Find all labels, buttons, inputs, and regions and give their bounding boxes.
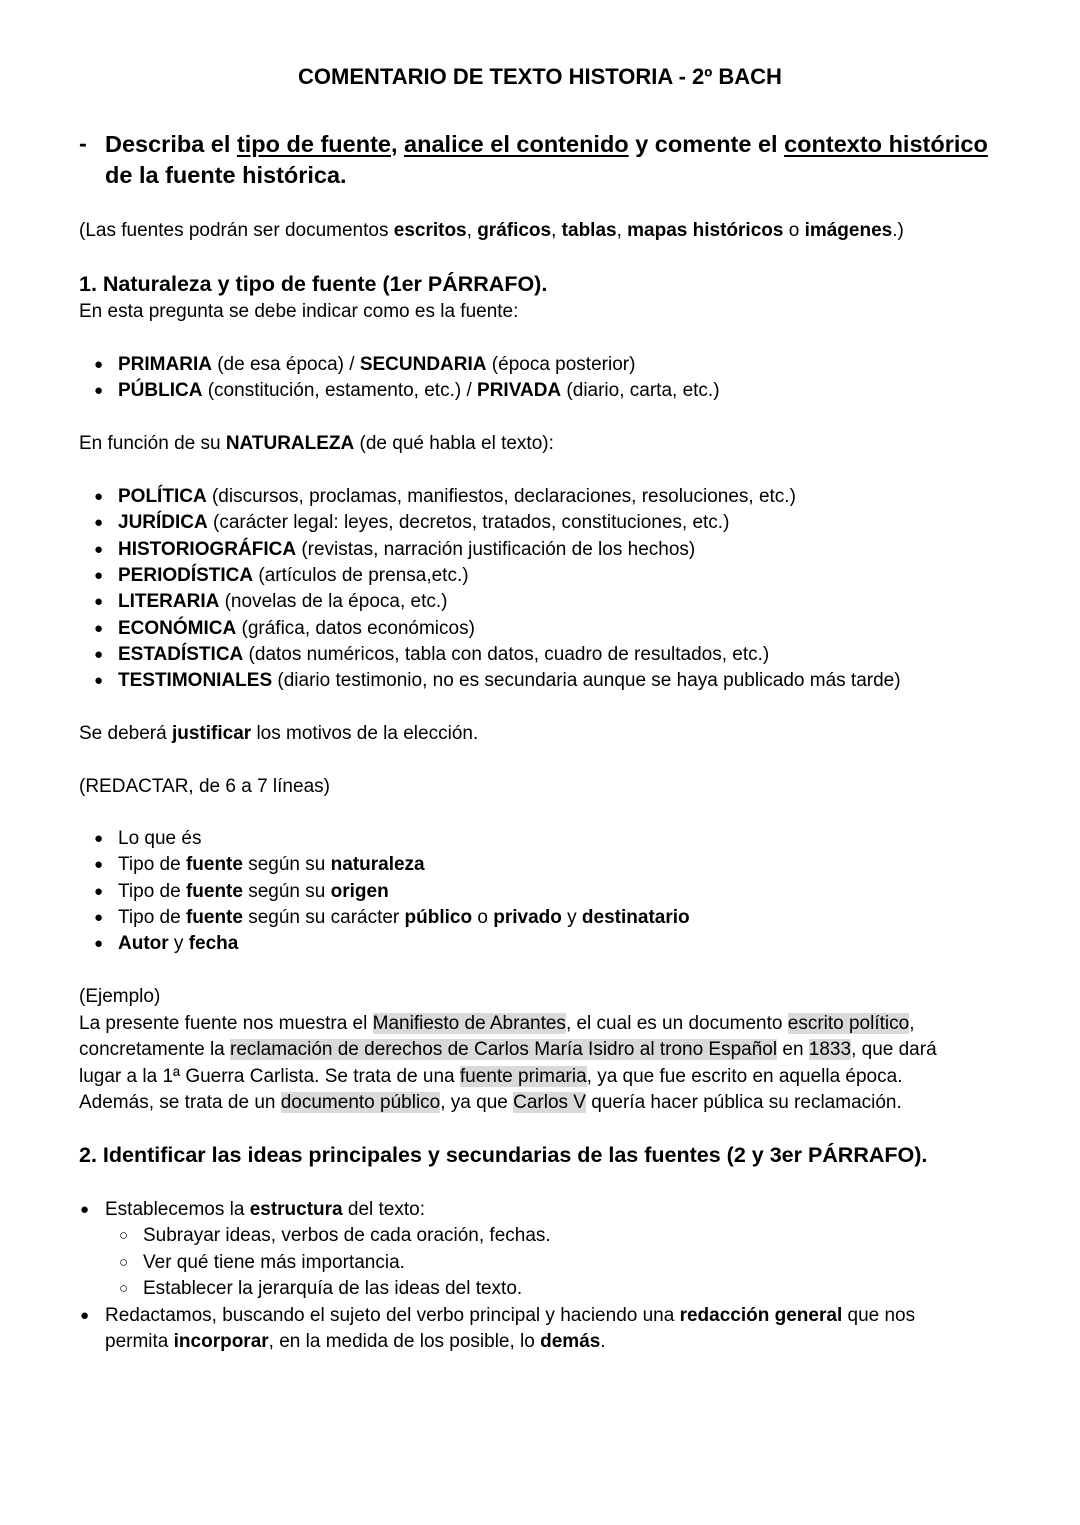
- bold-text: estructura: [249, 1199, 343, 1220]
- text-segment: (datos numéricos, tabla con datos, cuadro de resultados, etc.): [243, 643, 770, 665]
- highlighted-text: Carlos V: [513, 1091, 586, 1113]
- text-segment: Tipo de: [118, 854, 186, 876]
- text-segment: ,: [909, 1013, 915, 1034]
- text-segment: ,: [616, 220, 628, 241]
- highlighted-text: fuente primaria: [459, 1065, 587, 1087]
- redactar-text: [79, 774, 330, 800]
- text-segment: Se deberá: [79, 723, 172, 744]
- text-segment: de la fuente histórica.: [105, 162, 347, 188]
- bold-text: público: [404, 906, 473, 928]
- bold-text: incorporar: [173, 1331, 269, 1352]
- text-segment: según su: [242, 880, 331, 902]
- text-segment: .): [892, 220, 904, 241]
- list-item: [118, 484, 796, 510]
- text-segment: La presente fuente nos muestra el: [79, 1013, 373, 1034]
- text-segment: Además, se trata de un: [79, 1091, 281, 1113]
- document-title: COMENTARIO DE TEXTO HISTORIA - 2º BACH: [298, 64, 782, 89]
- list-item: [118, 563, 469, 589]
- underlined-text: tipo de fuente: [236, 131, 391, 157]
- text-segment: Establecer la jerarquía de las ideas del texto.: [143, 1278, 523, 1299]
- highlighted-text: 1833: [808, 1039, 852, 1061]
- sub-list-item: [143, 1223, 551, 1249]
- text-segment: concretamente la: [79, 1039, 231, 1061]
- text-segment: (época posterior): [486, 354, 636, 375]
- text-segment: y: [561, 906, 582, 928]
- bold-text: LITERARIA: [118, 591, 220, 613]
- list-item: [105, 1303, 915, 1329]
- bold-text: demás: [540, 1331, 601, 1352]
- bold-text: ECONÓMICA: [118, 617, 237, 639]
- list-item: [118, 668, 901, 694]
- text-segment: Describa el: [105, 131, 237, 157]
- section2-heading: 2. Identificar las ideas principales y secundarias de las fuentes (2 y 3er PÁRRAFO).: [79, 1143, 928, 1167]
- text-segment: ,: [551, 220, 562, 241]
- highlighted-text: Manifiesto de Abrantes: [372, 1013, 566, 1034]
- text-segment: (diario, carta, etc.): [561, 380, 720, 401]
- text-segment: Tipo de: [118, 906, 186, 928]
- text-segment: Tipo de: [118, 880, 186, 902]
- text-segment: ,: [390, 131, 405, 157]
- text-segment: (gráfica, datos económicos): [236, 617, 475, 639]
- section1-heading: 1. Naturaleza y tipo de fuente (1er PÁRRAFO).: [79, 272, 548, 296]
- text-segment: (Ejemplo): [79, 986, 161, 1007]
- bold-text: justificar: [171, 723, 252, 744]
- text-segment: (constitución, estamento, etc.) /: [202, 380, 478, 401]
- bold-text: privado: [493, 906, 562, 928]
- bold-text: HISTORIOGRÁFICA: [118, 538, 297, 560]
- bold-text: naturaleza: [330, 854, 425, 876]
- list-item: [118, 931, 238, 957]
- list-item: [118, 905, 690, 931]
- text-segment: Lo que és: [118, 828, 202, 849]
- highlighted-text: documento público: [280, 1091, 441, 1113]
- list-item: [118, 378, 720, 404]
- bold-text: fuente: [185, 906, 243, 928]
- text-segment: (REDACTAR, de 6 a 7 líneas): [79, 776, 330, 797]
- text-segment: o: [472, 906, 494, 928]
- text-segment: (revistas, narración justificación de los hechos): [296, 538, 696, 560]
- bold-text: TESTIMONIALES: [118, 670, 273, 692]
- example-line: [79, 1011, 914, 1037]
- bold-text: JURÍDICA: [118, 512, 208, 534]
- sub-list-item: [143, 1250, 405, 1276]
- text-segment: , en la medida de los posible, lo: [268, 1331, 541, 1352]
- bold-text: escritos: [393, 220, 467, 241]
- bold-text: SECUNDARIA: [359, 354, 487, 375]
- list-item: [118, 852, 425, 878]
- bold-text: PRIMARIA: [118, 354, 212, 375]
- example-line: [79, 1037, 937, 1063]
- underlined-text: analice el contenido: [404, 131, 629, 157]
- underlined-text: contexto histórico: [784, 131, 988, 157]
- bold-text: imágenes: [804, 220, 893, 241]
- list-item: [118, 352, 635, 378]
- text-segment: (artículos de prensa,etc.): [253, 564, 469, 586]
- text-segment: (carácter legal: leyes, decretos, tratados, constituciones, etc.): [207, 512, 730, 534]
- text-segment: , ya que fue escrito en aquella época.: [586, 1065, 903, 1087]
- list-item: [118, 616, 475, 642]
- list-item: [118, 879, 389, 905]
- bold-text: mapas históricos: [627, 220, 784, 241]
- bold-text: PRIVADA: [477, 380, 562, 401]
- text-segment: , ya que: [440, 1091, 514, 1113]
- text-segment: lugar a la 1ª Guerra Carlista. Se trata de una: [79, 1065, 460, 1087]
- text-segment: (Las fuentes podrán ser documentos: [79, 220, 394, 241]
- list-item: [118, 642, 769, 668]
- list-item: [118, 826, 201, 852]
- dash-marker: -: [79, 130, 87, 156]
- text-segment: y comente el: [628, 131, 785, 157]
- text-segment: , el cual es un documento: [565, 1013, 788, 1034]
- text-segment: (novelas de la época, etc.): [219, 591, 448, 613]
- sub-list-item: [143, 1276, 522, 1302]
- bold-text: gráficos: [477, 220, 552, 241]
- text-segment: En esta pregunta se debe indicar como es la fuente:: [79, 301, 519, 322]
- list-item: [118, 537, 695, 563]
- bold-text: Autor: [118, 933, 169, 955]
- text-segment: Subrayar ideas, verbos de cada oración, fechas.: [143, 1225, 551, 1246]
- text-segment: En función de su: [79, 433, 226, 454]
- text-segment: (de qué habla el texto):: [354, 433, 554, 454]
- bold-text: PERIODÍSTICA: [118, 564, 254, 586]
- example-label: [79, 984, 160, 1010]
- text-segment: ,: [466, 220, 478, 241]
- example-line: [79, 1090, 902, 1116]
- bold-text: origen: [330, 880, 389, 902]
- bold-text: redacción general: [679, 1305, 843, 1326]
- text-segment: Redactamos, buscando el sujeto del verbo principal y haciendo una: [105, 1305, 680, 1326]
- text-segment: .: [600, 1331, 606, 1352]
- bold-text: PÚBLICA: [118, 380, 203, 401]
- text-segment: , que dará: [851, 1039, 937, 1061]
- section1-intro: [79, 299, 518, 325]
- task-line: [105, 129, 988, 160]
- text-segment: y: [168, 933, 189, 955]
- bold-text: ESTADÍSTICA: [118, 643, 244, 665]
- nature-intro: [79, 431, 554, 457]
- list-item: [118, 589, 447, 615]
- text-segment: los motivos de la elección.: [251, 723, 479, 744]
- text-segment: (discursos, proclamas, manifiestos, declaraciones, resoluciones, etc.): [206, 486, 796, 507]
- bold-text: fecha: [188, 933, 239, 955]
- highlighted-text: escrito político: [787, 1013, 910, 1034]
- text-segment: permita: [105, 1331, 174, 1352]
- text-segment: quería hacer pública su reclamación.: [585, 1091, 902, 1113]
- bold-text: NATURALEZA: [225, 433, 355, 454]
- text-segment: en: [777, 1039, 809, 1061]
- bold-text: POLÍTICA: [118, 486, 207, 507]
- task-line: [105, 160, 347, 191]
- bold-text: destinatario: [581, 906, 690, 928]
- list-item: [118, 510, 729, 536]
- bold-text: tablas: [561, 220, 617, 241]
- list-item-continuation: [105, 1329, 606, 1355]
- justify-text: [79, 721, 478, 747]
- example-line: [79, 1064, 902, 1090]
- list-item: [105, 1197, 425, 1223]
- text-segment: Ver qué tiene más importancia.: [143, 1251, 405, 1273]
- bold-text: fuente: [185, 880, 243, 902]
- text-segment: (de esa época) /: [211, 354, 360, 375]
- text-segment: que nos: [842, 1305, 916, 1326]
- text-segment: según su: [242, 854, 331, 876]
- text-segment: Establecemos la: [105, 1199, 250, 1220]
- text-segment: (diario testimonio, no es secundaria aunque se haya publicado más tarde): [272, 670, 901, 692]
- text-segment: o: [783, 220, 805, 241]
- highlighted-text: reclamación de derechos de Carlos María Isidro al trono Español: [230, 1039, 778, 1061]
- text-segment: del texto:: [342, 1199, 425, 1220]
- sources-note: [79, 218, 904, 244]
- text-segment: según su carácter: [242, 906, 405, 928]
- bold-text: fuente: [185, 854, 243, 876]
